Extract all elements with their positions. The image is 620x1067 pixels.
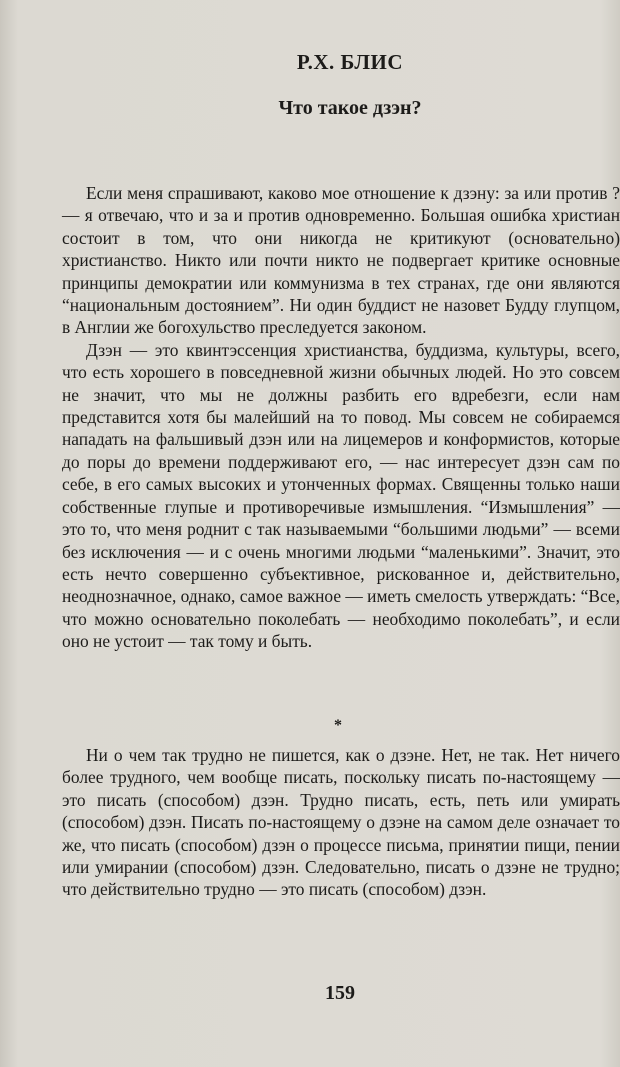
paragraph: Дзэн — это квинтэссенция христианства, буддизма, культуры, всего, что есть хорошего в повседневной жизни обычных людей. Но это совсем не значит, что мы не должны разбить его вдребезги, если нам представится хотя бы малейший на то повод. Мы совсем не собираемся нападать на фальшивый дзэн или на лицемеров и конформистов, которые до поры до времени поддерживают его, — нас интересует дзэн сам по себе, в его самых высоких и утонченных формах. Священны только наши собственные глупые и противоречивые измышления. “Измышления” — это то, что меня роднит с так называемыми “большими людьми” — всеми без исключения — и с очень многими людьми “маленькими”. Значит, это есть нечто совершенно субъективное, рискованное и, действительно, неоднозначное, однако, самое важное — иметь смелость утверждать: “Все, что можно основательно поколебать — необходимо поколебать”, и если оно не устоит — так тому и быть.	[62, 339, 620, 652]
paragraph: Ни о чем так трудно не пишется, как о дзэне. Нет, не так. Нет ничего более трудного, чем вообще писать, поскольку писать по-настоящему — это писать (способом) дзэн. Трудно писать, есть, петь или умирать (способом) дзэн. Писать по-настоящему о дзэне на самом деле означает то же, что писать (способом) дзэн о процессе письма, принятии пищи, пении или умирании (способом) дзэн. Следовательно, писать о дзэне не трудно; что действительно трудно — это писать (способом) дзэн.	[62, 745, 620, 900]
text-section	[62, 182, 620, 653]
section-separator: *	[334, 717, 342, 734]
author-name: Р.Х. БЛИС	[296, 50, 404, 74]
paragraph: Если меня спрашивают, каково мое отношение к дзэну: за или против ? — я отвечаю, что и за и против одновременно. Большая ошибка христиан состоит в том, что они никогда не критикуют (основательно) христианство. Никто или почти никто не подвергает критике основные принципы демократии или коммунизма в тех странах, где они являются “национальным достоянием”. Ни один буддист не назовет Будду глупцом, в Англии же богохульство преследуется законом.	[62, 183, 620, 338]
chapter-title: Что такое дзэн?	[278, 97, 422, 119]
page-number: 159	[325, 982, 355, 1004]
text-section	[62, 744, 620, 901]
